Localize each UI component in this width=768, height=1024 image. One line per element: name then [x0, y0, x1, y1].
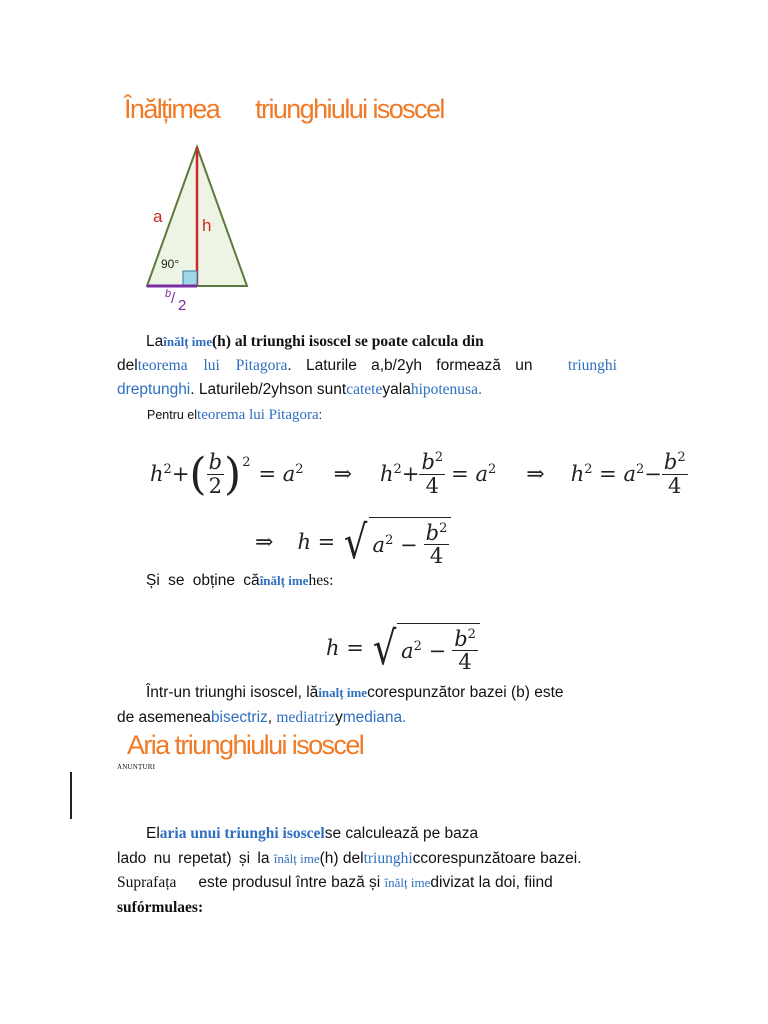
- link-inaltime-4[interactable]: înălț ime: [273, 851, 320, 866]
- link-teorema-pitagora-2[interactable]: teorema lui Pitagora: [197, 407, 319, 423]
- label-base-den: 2: [178, 297, 187, 314]
- paragraph-1-line-1: Laînălț ime(h) al triunghi isoscel se poate calcula din: [146, 333, 484, 350]
- paragraph-4-line-2: de asemeneabisectriz, mediatrizymediana.: [117, 709, 407, 726]
- formula-pythagoras-row: $h^2+$ ( $\frac{b}{2}$ ) 2 = $a^2$ ⇒ $h^2+$ $\frac{b^2}{4}$ = $a^2$ ⇒ $h^2 = a^2-$ $\frac{b^2}{4}$: [150, 448, 686, 500]
- ad-divider-line: [70, 772, 72, 819]
- link-bisectriz[interactable]: bisectriz: [210, 709, 268, 726]
- title-word-1: Înălțimea: [124, 94, 220, 124]
- link-inaltime-2[interactable]: înălț ime: [259, 573, 309, 588]
- link-triunghi[interactable]: triunghi: [567, 357, 617, 374]
- paragraph-5-line-3: Suprafața este produsul între bază și înălț imedivizat la doi, fiind: [117, 874, 553, 891]
- paragraph-3: Și se obține căînălț imehes:: [146, 572, 334, 589]
- paragraph-5-line-2: lado nu repetat) și la înălț ime(h) deltriunghiccorespunzătoare bazei.: [117, 850, 582, 867]
- triangle-diagram: [140, 140, 260, 320]
- title-word-2: triunghiului isoscel: [255, 94, 444, 124]
- formula-height-derived: ⇒ h = √ $a^2$ − $\frac{b^2}{4}$: [255, 514, 451, 570]
- link-mediatriz[interactable]: mediatriz: [276, 709, 335, 726]
- paragraph-5-line-4: sufórmulaes:: [117, 899, 204, 916]
- label-angle: 90°: [161, 257, 180, 271]
- link-triunghi-2[interactable]: triunghi: [363, 850, 413, 867]
- link-inaltime-3[interactable]: inalț ime: [318, 685, 368, 700]
- link-dreptunghi[interactable]: dreptunghi: [117, 381, 191, 398]
- paragraph-5-line-1: Elaria unui triunghi isoscelse calculează pe baza: [146, 825, 479, 842]
- paragraph-1-line-2: delteorema lui Pitagora. Laturile a,b/2yh formează un triunghi: [117, 357, 617, 374]
- paragraph-2: Pentru elteorema lui Pitagora:: [147, 407, 323, 423]
- label-a: a: [153, 207, 163, 226]
- link-hipotenusa[interactable]: hipotenusa: [410, 381, 478, 398]
- link-inaltime[interactable]: înălț ime: [163, 334, 212, 349]
- link-teorema-pitagora[interactable]: teorema lui Pitagora: [137, 357, 288, 374]
- paragraph-4-line-1: Într-un triunghi isoscel, lăinalț imecorespunzător bazei (b) este: [146, 684, 564, 701]
- section-title-height: [124, 94, 444, 125]
- formula-height-final: h = √ $a^2$ − $\frac{b^2}{4}$: [326, 620, 480, 676]
- ads-label: ANUNȚURI: [117, 763, 156, 771]
- link-mediana[interactable]: mediana: [342, 709, 403, 726]
- paragraph-1-line-3: dreptunghi. Laturileb/2yhson suntcateteyalahipotenusa.: [117, 381, 483, 398]
- label-base-slash: /: [171, 290, 176, 307]
- link-inaltime-5[interactable]: înălț ime: [384, 875, 431, 890]
- section-title-area: Aria triunghiului isoscel: [127, 730, 364, 760]
- link-aria-triunghi[interactable]: aria unui triunghi isoscel: [159, 825, 325, 842]
- label-h: h: [202, 216, 212, 235]
- isosceles-triangle-figure: [140, 140, 260, 320]
- link-catete[interactable]: catete: [346, 381, 383, 398]
- label-base-num: b: [165, 288, 172, 300]
